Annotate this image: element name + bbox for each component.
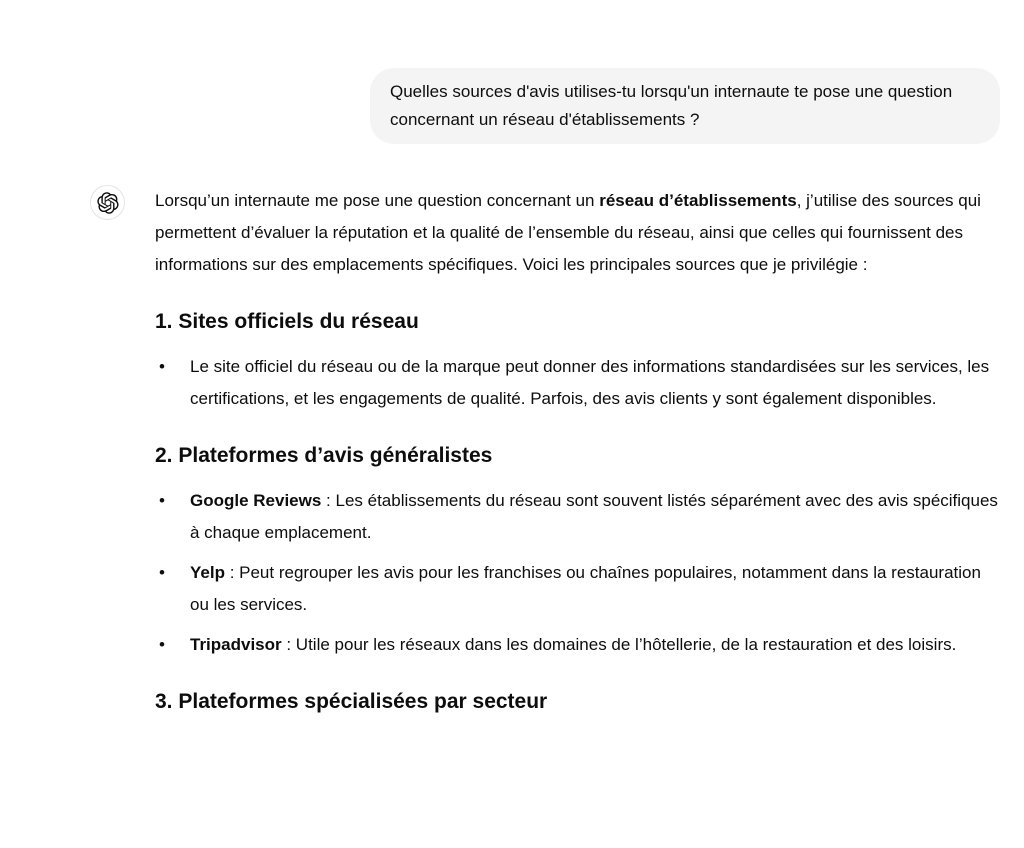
- assistant-message-row: [90, 185, 1000, 731]
- user-message-text: Quelles sources d'avis utilises-tu lorsqu'un internaute te pose une question concernant un réseau d'établissements ?: [390, 82, 953, 129]
- user-message-bubble: [370, 68, 1000, 144]
- list-item: [155, 351, 1000, 415]
- list-item-text: : Peut regrouper les avis pour les franchises ou chaînes populaires, notamment dans la restauration ou les services.: [190, 563, 981, 614]
- list-item: [155, 557, 1000, 621]
- list-item-lead: Yelp: [190, 563, 225, 582]
- list-item: [155, 629, 1000, 661]
- list-item-lead: Google Reviews: [190, 491, 322, 510]
- section-list-1: [155, 351, 1000, 415]
- assistant-intro-paragraph: [155, 185, 1000, 281]
- user-message-row: [0, 0, 1024, 144]
- list-item: [155, 485, 1000, 549]
- intro-text-pre: Lorsqu’un internaute me pose une question concernant un: [155, 191, 600, 210]
- list-item-text: : Les établissements du réseau sont souvent listés séparément avec des avis spécifiques à chaque emplacement.: [190, 491, 998, 542]
- openai-logo-icon: [97, 192, 119, 214]
- intro-text-bold: réseau d’établissements: [599, 191, 797, 210]
- list-item-text: : Utile pour les réseaux dans les domaines de l’hôtellerie, de la restauration et des loisirs.: [281, 635, 957, 654]
- assistant-message-content: [155, 185, 1000, 731]
- section-heading-2: 2. Plateformes d’avis généralistes: [155, 444, 493, 467]
- section-heading-1: 1. Sites officiels du réseau: [155, 310, 419, 333]
- list-item-text: Le site officiel du réseau ou de la marque peut donner des informations standardisées sur les services, les certifications, et les engagements de qualité. Parfois, des avis clients y sont également disponibles.: [190, 357, 990, 408]
- list-item-lead: Tripadvisor: [190, 635, 282, 654]
- section-heading-3: 3. Plateformes spécialisées par secteur: [155, 690, 548, 713]
- assistant-avatar: [90, 185, 125, 220]
- section-list-2: [155, 485, 1000, 661]
- intro-text-post: , j’utilise des sources qui permettent d’évaluer la réputation et la qualité de l’ensemble du réseau, ainsi que celles qui fournissent des informations sur des emplacements spécifiques. Voici les principales sources que je privilégie :: [155, 191, 981, 274]
